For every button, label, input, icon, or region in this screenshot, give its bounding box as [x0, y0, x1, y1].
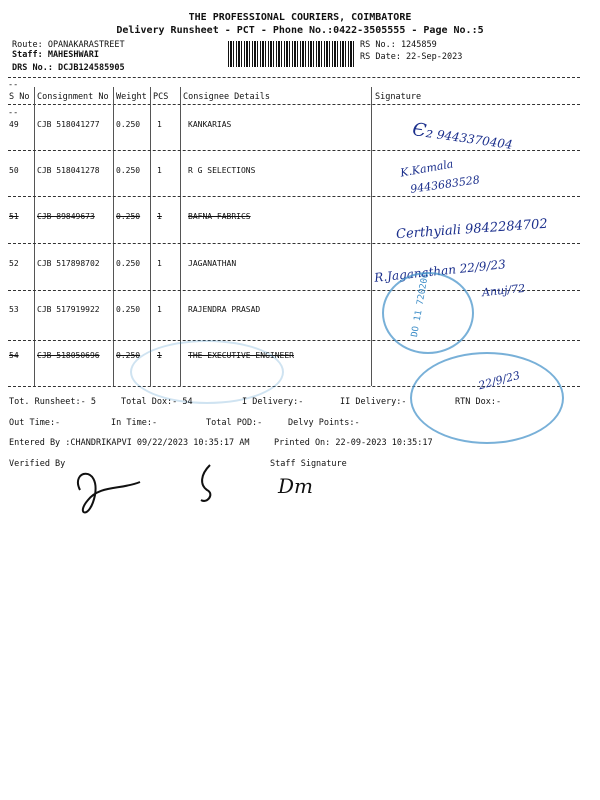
row-pcs: 1: [157, 120, 162, 129]
runsheet-subtitle: Delivery Runsheet - PCT - Phone No.:0422-3505555 - Page No.:5: [116, 25, 484, 36]
row-consignment: CJB 517919922: [37, 305, 100, 314]
faint-stamp: [130, 340, 284, 404]
row-weight: 0.250: [116, 120, 141, 129]
total-dox-label: Total Dox:-: [121, 397, 178, 407]
col-divider: [371, 87, 372, 386]
printed-on: Printed On: 22-09-2023 10:35:17: [274, 438, 433, 448]
row-consignee: BAFNA FABRICS: [188, 212, 251, 221]
row-weight: 0.250: [116, 259, 141, 268]
row-sno: 52: [9, 259, 19, 268]
table-top-line: [8, 77, 580, 78]
staff-signature: Dm: [278, 474, 313, 498]
i-delivery: I Delivery:-: [242, 397, 304, 407]
col-divider: [113, 87, 114, 386]
row-divider: [8, 243, 580, 244]
row-pcs: 1: [157, 259, 162, 268]
header-bottom-line: [8, 104, 580, 105]
staff-signature-label: Staff Signature: [270, 459, 347, 469]
stamp-text: DO 11 720200: [409, 272, 432, 338]
row-sno: 53: [9, 305, 19, 314]
row-divider: [8, 196, 580, 197]
row-sno: 49: [9, 120, 19, 129]
verified-by-label: Verified By: [9, 459, 66, 469]
staff: Staff: MAHESHWARI: [12, 50, 99, 60]
row-consignee: KANKARIAS: [188, 120, 232, 129]
tot-runsheet: Tot. Runsheet:- 5: [9, 397, 96, 407]
col-consignee: Consignee Details: [183, 92, 270, 102]
signature-mark: Є₂: [411, 119, 435, 143]
col-divider: [150, 87, 151, 386]
handwritten-signature: Anuj/72: [481, 281, 526, 300]
row-consignment: CJB 518050696: [37, 351, 100, 360]
col-sno: S No: [9, 92, 30, 102]
handwritten-date: 22/9/23: [477, 368, 522, 393]
rs-number: RS No.: 1245859: [360, 40, 437, 50]
row-weight: 0.250: [116, 166, 141, 175]
row-sno: 50: [9, 166, 19, 175]
row-divider: [8, 340, 580, 341]
row-pcs: 1: [157, 351, 162, 360]
rs-date: RS Date: 22-Sep-2023: [360, 52, 463, 62]
col-weight: Weight: [116, 92, 147, 102]
total-dox-value: 54: [182, 397, 193, 407]
drs-number: DRS No.: DCJB124585905: [12, 63, 125, 73]
verifier-signature: [60, 460, 150, 530]
entered-by: Entered By :CHANDRIKAPVI 09/22/2023 10:35:17 AM: [9, 438, 250, 448]
rtn-dox: RTN Dox:-: [455, 397, 502, 407]
ii-delivery: II Delivery:-: [340, 397, 407, 407]
dash-mark: --: [8, 108, 19, 118]
row-weight: 0.250: [116, 351, 141, 360]
handwritten-phone: 9443683528: [409, 173, 481, 196]
handwritten-signature: [411, 119, 514, 154]
col-divider: [34, 87, 35, 386]
row-sno: 51: [9, 212, 19, 221]
row-pcs: 1: [157, 305, 162, 314]
col-pcs: PCS: [153, 92, 169, 102]
row-consignee: THE EXECUTIVE ENGINEER: [188, 351, 294, 360]
handwritten-phone: 9443370404: [435, 127, 514, 152]
row-weight: 0.250: [116, 305, 141, 314]
in-time: In Time:-: [111, 418, 158, 428]
row-pcs: 1: [157, 166, 162, 175]
out-time: Out Time:-: [9, 418, 61, 428]
row-consignee: RAJENDRA PRASAD: [188, 305, 261, 314]
col-consignment: Consignment No: [37, 92, 109, 102]
row-consignment: CJB 518041278: [37, 166, 100, 175]
barcode: [228, 41, 354, 67]
row-pcs: 1: [157, 212, 162, 221]
handwritten-signature: Certhyiali 9842284702: [395, 216, 549, 243]
handwritten-name: K.Kamala: [399, 157, 455, 180]
delvy-points: Delvy Points:-: [288, 418, 360, 428]
col-signature: Signature: [375, 92, 422, 102]
total-pod: Total POD:-: [206, 418, 263, 428]
company-title: THE PROFESSIONAL COURIERS, COIMBATORE: [188, 12, 412, 23]
initials-signature: [195, 460, 225, 510]
handwritten-signature: R.Jaganathan 22/9/23: [373, 257, 507, 285]
row-consignee: R G SELECTIONS: [188, 166, 256, 175]
total-dox: [121, 397, 193, 407]
row-consignee: JAGANATHAN: [188, 259, 237, 268]
row-consignment: CJB 517898702: [37, 259, 100, 268]
row-weight: 0.250: [116, 212, 141, 221]
row-consignment: CJB 89849673: [37, 212, 95, 221]
row-sno: 54: [9, 351, 19, 360]
row-consignment: CJB 518041277: [37, 120, 100, 129]
route: Route: OPANAKARASTREET: [12, 40, 125, 50]
dash-mark: --: [8, 80, 19, 90]
